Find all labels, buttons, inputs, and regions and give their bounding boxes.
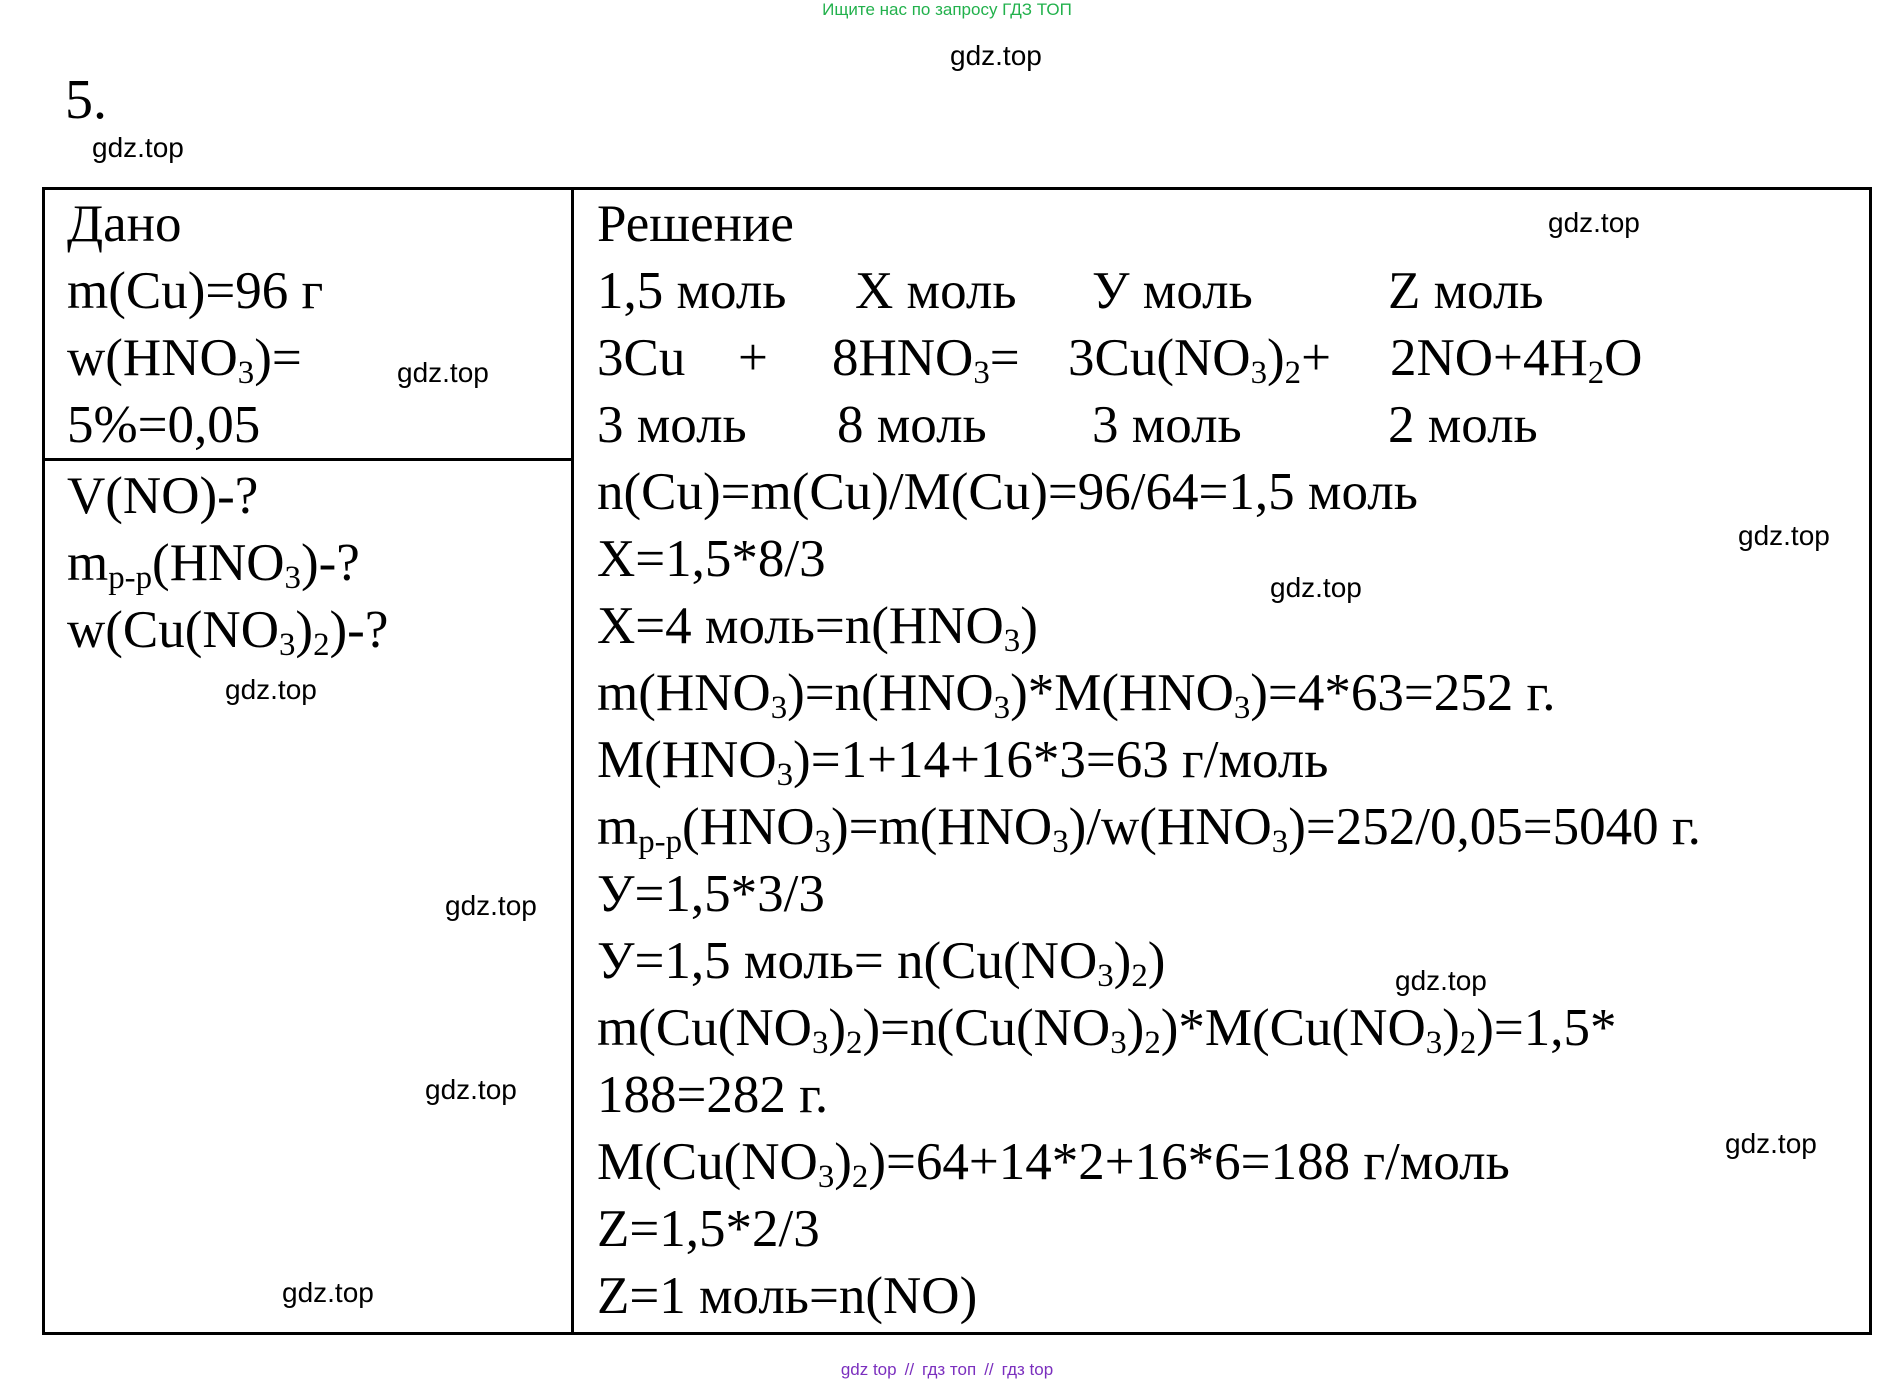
given-heading: Дано	[67, 195, 182, 253]
equation-no-h2o: $2NO+4H_2O$	[1390, 329, 1643, 392]
moles-top-cu: 1,5 моль	[597, 262, 787, 320]
watermark: gdz.top	[1548, 207, 1640, 238]
watermark: gdz.top	[225, 674, 317, 705]
watermark: gdz.top	[445, 890, 537, 921]
watermark: gdz.top	[1725, 1128, 1817, 1159]
solution-line: $M(HNO_3)=1+14+16*3=63$ г/моль	[597, 731, 1329, 794]
solution-line: n(Cu)=m(Cu)/M(Cu)=96/64=1,5 моль	[597, 463, 1418, 521]
watermark: gdz.top	[1738, 520, 1830, 551]
watermark: gdz.top	[282, 1277, 374, 1308]
top-banner: Ищите нас по запросу ГДЗ ТОП	[822, 0, 1072, 19]
footer-watermark: gdz top // гдз топ // гдз top	[840, 1360, 1054, 1379]
solution-line: 188=282 г.	[597, 1066, 829, 1124]
watermark: gdz.top	[1395, 965, 1487, 996]
equation-cu: 3Cu	[597, 329, 686, 387]
task-number: 5.	[65, 69, 107, 131]
solution-line: $m(Cu(NO_3)_2)=n(Cu(NO_3)_2)*M(Cu(NO_3)_2)=1,5*$	[597, 999, 1617, 1062]
solution-line: Z=1,5*2/3	[597, 1200, 820, 1258]
equation-cuno3: $3Cu(NO_3)_2+$	[1068, 329, 1331, 392]
solution-line: $m_{р-р}(HNO_3)=m(HNO_3)/w(HNO_3)=252/0,05=5040$ г.	[597, 798, 1701, 861]
watermark: gdz.top	[92, 132, 184, 163]
moles-bottom-cuno3: 3 моль	[1092, 396, 1242, 454]
watermark: gdz.top	[1270, 572, 1362, 603]
moles-bottom-no: 2 моль	[1388, 396, 1538, 454]
solution-line: У=1,5*3/3	[597, 865, 825, 923]
moles-top-no: Z моль	[1388, 262, 1544, 320]
moles-bottom-cu: 3 моль	[597, 396, 747, 454]
solution-heading: Решение	[597, 195, 794, 253]
find-solution-mass: $m_{р-р}(HNO_3)-$?	[67, 534, 360, 597]
find-mass-fraction-salt: $w(Cu(NO_3)_2)-$?	[67, 601, 389, 664]
solution-line: X=4 $моль=n(HNO_3)$	[597, 597, 1038, 660]
watermark: gdz.top	[425, 1074, 517, 1105]
given-mass-cu: m(Cu)=96 г	[67, 262, 324, 320]
watermark: gdz.top	[397, 357, 489, 388]
moles-bottom-hno3: 8 моль	[837, 396, 987, 454]
equation-plus: +	[738, 329, 768, 387]
given-mass-fraction-value: 5%=0,05	[67, 396, 261, 454]
given-mass-fraction: $w(HNO_3)=$	[67, 329, 302, 392]
equation-hno3: $8HNO_3=$	[832, 329, 1020, 392]
watermark: gdz.top	[950, 40, 1042, 71]
solution-line: У=1,5 моль= $n(Cu(NO_3)_2)$	[597, 932, 1166, 995]
moles-top-cuno3: У моль	[1092, 262, 1253, 320]
solution-line: $m(HNO_3)=n(HNO_3)*M(HNO_3)=4*63=252$ г.	[597, 664, 1556, 727]
solution-line: X=1,5*8/3	[597, 530, 826, 588]
moles-top-hno3: X моль	[855, 262, 1017, 320]
find-volume-no: V(NO)-?	[67, 467, 259, 525]
column-divider	[571, 187, 574, 1335]
solution-line: Z=1 моль=n(NO)	[597, 1267, 978, 1325]
solution-line: $M(Cu(NO_3)_2)=64+14*2+16*6=188$ г/моль	[597, 1133, 1510, 1196]
